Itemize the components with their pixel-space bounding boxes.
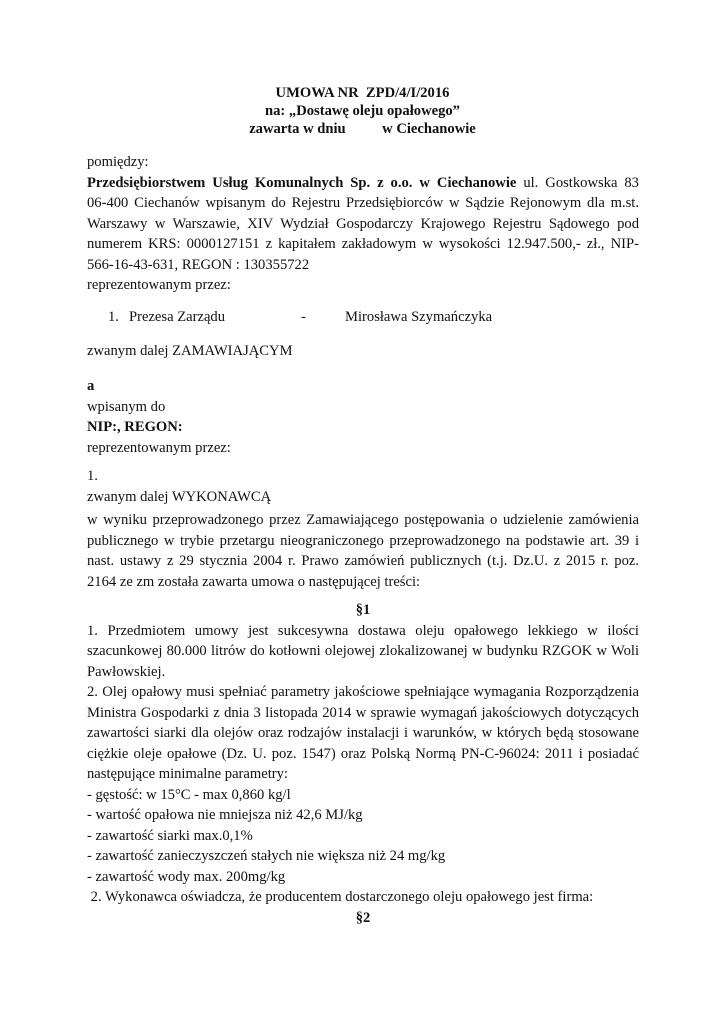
s1-p2-line: Ministra Gospodarki z dnia 3 listopada 2014 w sprawie wymagań jakościowych dotyczących [87, 704, 639, 721]
ordering-party-label: zwanym dalej ZAMAWIAJĄCYM [87, 343, 293, 359]
title-line-2: na: „Dostawę oleju opałowego” [265, 103, 460, 119]
s1-p2-line: następujące minimalne parametry: [87, 766, 288, 782]
section-2-heading: §2 [355, 909, 371, 926]
company-line-2: 06-400 Ciechanów wpisanym do Rejestru Przedsiębiorców w Sądzie Rejonowym dla m.st. [87, 195, 639, 211]
intro-line: 2164 ze zm została zawarta umowa o następującej treści: [87, 573, 421, 590]
s1-p2-line: ciężkie oleje opałowe (Dz. U. poz. 1547) oraz Polską Normą PN-C-96024: 2011 i posiadać [87, 745, 639, 762]
rep-role: Prezesa Zarządu [129, 309, 226, 325]
s1-p3: 2. Wykonawca oświadcza, że producentem dostarczonego oleju opałowego jest firma: [87, 889, 594, 905]
rep-dash: - [301, 309, 306, 325]
company-line-1 [87, 173, 639, 194]
param-item: - zawartość wody max. 200mg/kg [87, 868, 286, 885]
s1-p2-line: 2. Olej opałowy musi spełniać parametry jakościowe spełniające wymagania Rozporządzenia [87, 684, 639, 700]
contractor-rep-block [87, 466, 639, 507]
s1-p1-line: Pawłowskiej. [87, 663, 166, 680]
param-item: - zawartość siarki max.0,1% [87, 827, 253, 844]
contractor-block [87, 376, 639, 458]
representative-row [87, 307, 639, 328]
company-name: Przedsiębiorstwem Usług Komunalnych Sp. z o.o. w Ciechanowie [87, 174, 517, 191]
s1-p1-line: 1. Przedmiotem umowy jest sukcesywna dostawa oleju opałowego lekkiego w ilości [87, 622, 639, 639]
and-label: a [87, 378, 95, 394]
represented-label: reprezentowanym przez: [87, 277, 231, 293]
title-line-3: zawarta w dniu w Ciechanowie [249, 121, 476, 137]
rep2-number: 1. [87, 468, 98, 484]
param-item: - zawartość zanieczyszczeń stałych nie większa niż 24 mg/kg [87, 848, 446, 864]
s1-p1-line: szacunkowej 80.000 litrów do kotłowni olejowej zlokalizowanej w budynku RZGOK w Woli [87, 643, 639, 659]
nip-regon-label: NIP:, REGON: [87, 419, 183, 435]
rep-name: Mirosława Szymańczyka [345, 309, 493, 325]
section-1-heading: §1 [355, 602, 371, 618]
title-line-1: UMOWA NR ZPD/4/I/2016 [275, 85, 450, 101]
intro-line: nast. ustawy z 29 stycznia 2004 r. Prawo zamówień publicznych (t.j. Dz.U. z 2015 r. poz. [87, 553, 639, 569]
intro-paragraph [87, 510, 639, 592]
intro-line: publicznego w trybie przetargu nieograniczonego przeprowadzonego na podstawie art. 39 i [87, 532, 639, 549]
rep-number: 1. [108, 309, 119, 325]
company-line-5: 566-16-43-631, REGON : 130355722 [87, 256, 310, 273]
company-line-4: numerem KRS: 0000127151 z kapitałem zakładowym w wysokości 12.947.500,- zł., NIP- [87, 236, 639, 252]
contractor-party-label: zwanym dalej WYKONAWCĄ [87, 488, 272, 505]
contract-title [0, 84, 725, 138]
parties-block [87, 152, 639, 296]
section-1 [87, 600, 639, 928]
s1-p2-line: zawartości siarki dla olejów oraz rodzajów instalacji i warunków, w których będą stosowane [87, 725, 639, 741]
company-address-start: ul. Gostkowska 83 [516, 174, 639, 191]
represented-label-2: reprezentowanym przez: [87, 439, 231, 456]
registered-label: wpisanym do [87, 398, 166, 415]
param-item: - gęstość: w 15°C - max 0,860 kg/l [87, 786, 291, 803]
param-item: - wartość opałowa nie mniejsza niż 42,6 MJ/kg [87, 807, 363, 823]
between-label: pomiędzy: [87, 154, 149, 170]
intro-line: w wyniku przeprowadzonego przez Zamawiającego postępowania o udzielenie zamówienia [87, 512, 639, 528]
company-line-3: Warszawy w Warszawie, XIV Wydział Gospodarczy Krajowego Rejestru Sądowego pod [87, 215, 639, 232]
